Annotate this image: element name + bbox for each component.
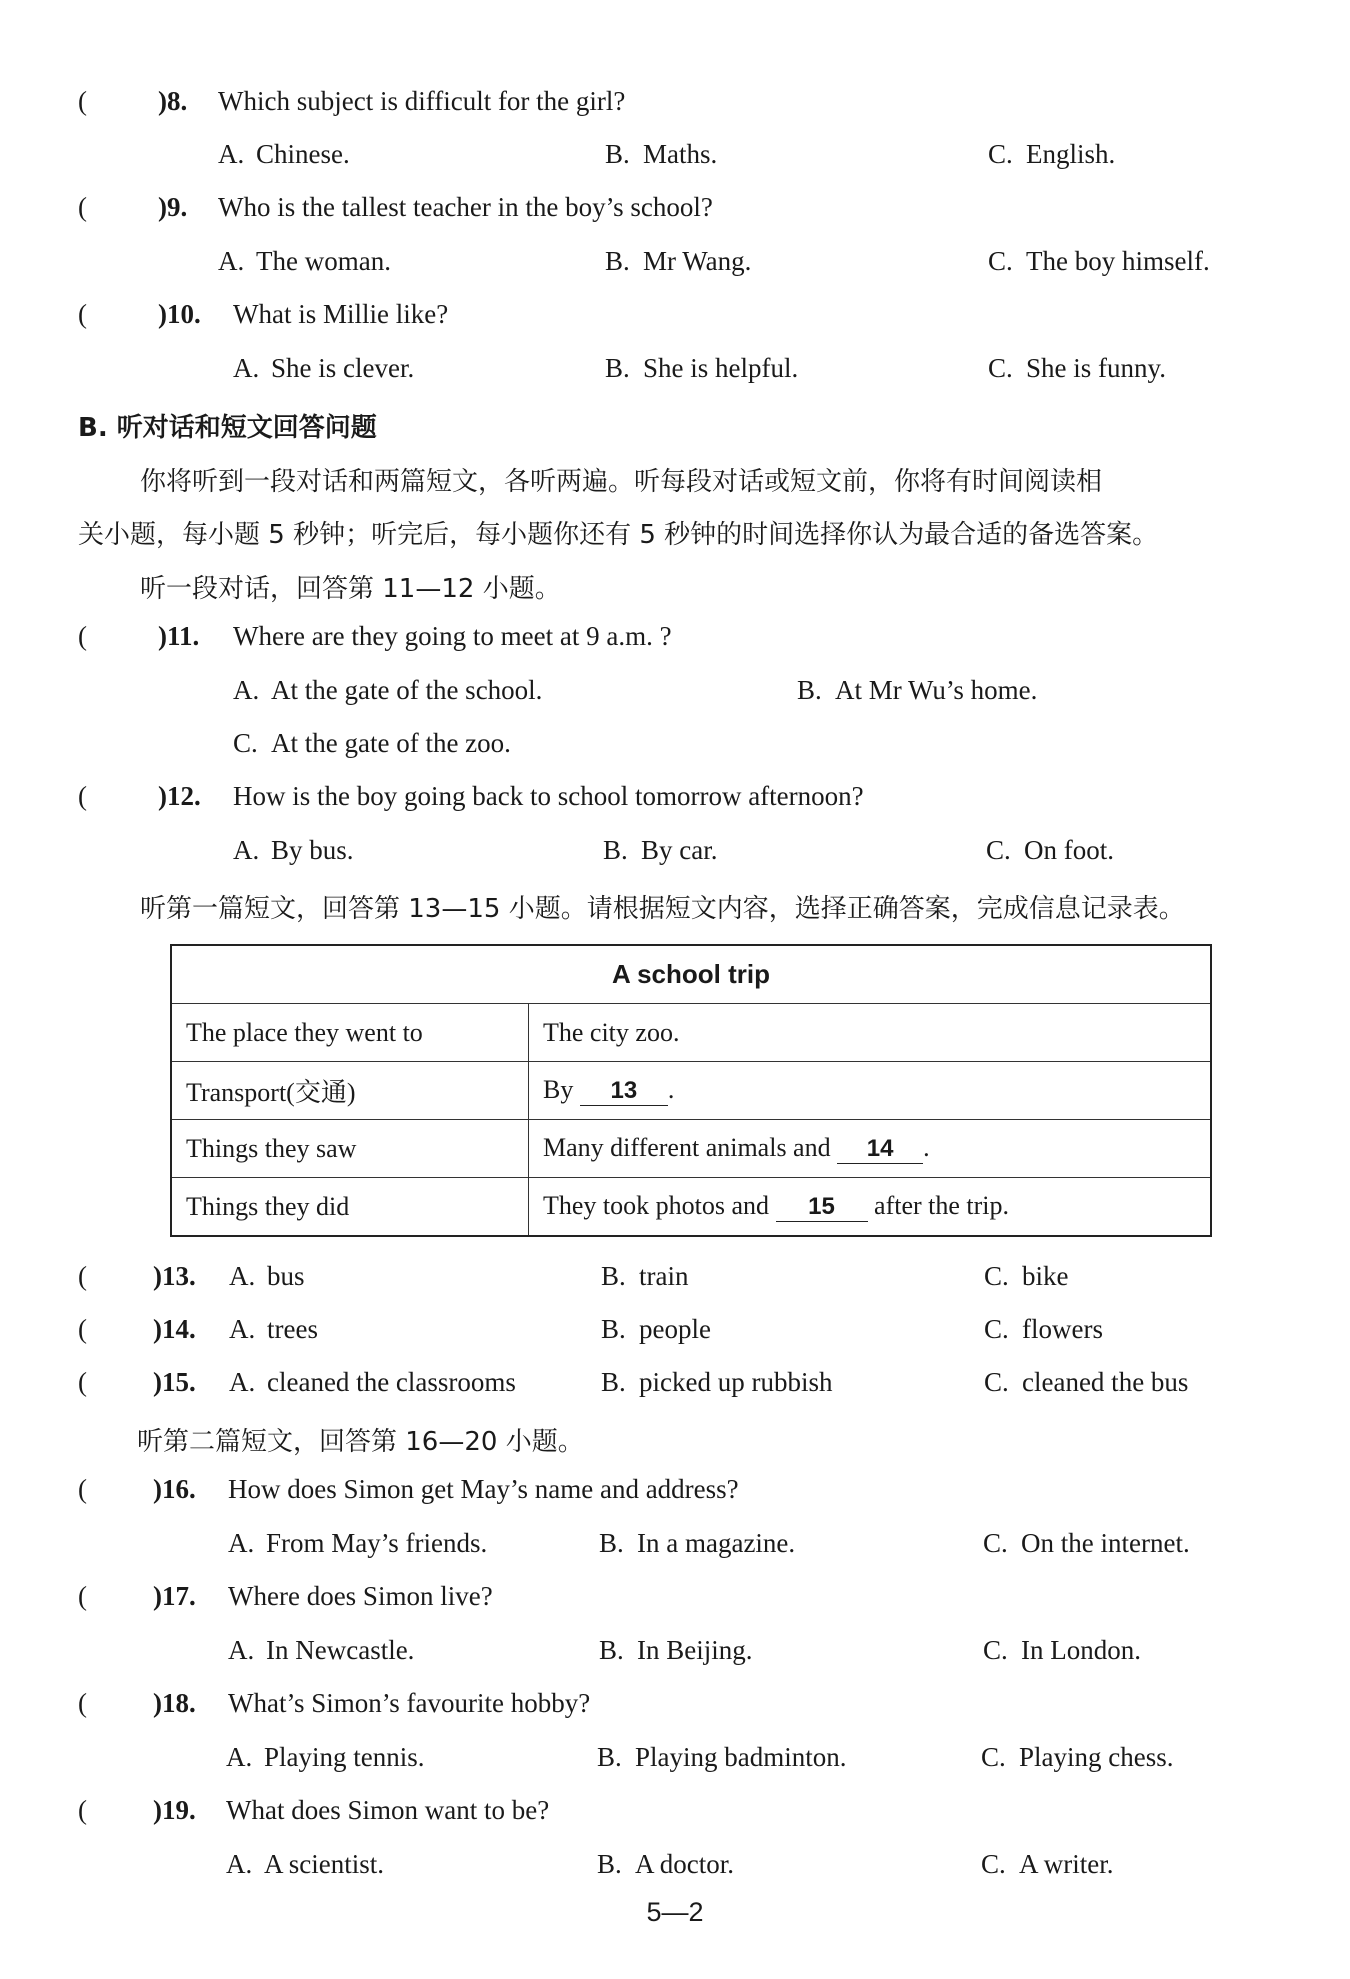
question-number: )16. — [153, 1474, 196, 1504]
table-row — [171, 1120, 1211, 1178]
question-number: )9. — [158, 192, 188, 222]
option-b: B. Playing badminton. — [597, 1742, 847, 1772]
answer-bracket: ( — [78, 1795, 87, 1825]
option-a: A. She is clever. — [233, 353, 415, 383]
answer-bracket: ( — [78, 1581, 87, 1611]
option-b: B. By car. — [603, 835, 718, 865]
row-label: Things they saw — [171, 1120, 529, 1178]
option-a: A. In Newcastle. — [228, 1635, 415, 1665]
answer-bracket: ( — [78, 192, 87, 222]
option-c: C. The boy himself. — [988, 246, 1210, 276]
row-value: They took photos and 15 after the trip. — [529, 1178, 1212, 1237]
option-c: C. A writer. — [981, 1849, 1114, 1879]
option-c: C. On foot. — [986, 835, 1114, 865]
question-number: )18. — [153, 1688, 196, 1718]
option-a: A. From May’s friends. — [228, 1528, 488, 1558]
question-number: )10. — [158, 299, 201, 329]
row-value: By 13 . — [529, 1062, 1212, 1120]
row-label: Transport(交通) — [171, 1062, 529, 1120]
option-b: B. At Mr Wu’s home. — [797, 675, 1038, 705]
question-number: )13. — [153, 1261, 196, 1291]
question-number: )11. — [158, 621, 200, 651]
option-a: A. bus — [229, 1261, 305, 1291]
table-row — [171, 1062, 1211, 1120]
passage2-instruction: 听第二篇短文，回答第 16—20 小题。 — [137, 1427, 584, 1457]
question-number: )14. — [153, 1314, 196, 1344]
question-number: )15. — [153, 1367, 196, 1397]
dialog-instruction: 听一段对话，回答第 11—12 小题。 — [140, 574, 561, 604]
option-b: B. In Beijing. — [599, 1635, 753, 1665]
question-text: What’s Simon’s favourite hobby? — [228, 1688, 591, 1718]
question-text: Who is the tallest teacher in the boy’s school? — [218, 192, 713, 222]
option-a: A. cleaned the classrooms — [229, 1367, 516, 1397]
info-record-table — [170, 944, 1212, 1237]
answer-bracket: ( — [78, 621, 87, 651]
question-text: Where are they going to meet at 9 a.m. ? — [233, 621, 672, 651]
question-number: )17. — [153, 1581, 196, 1611]
question-text: What does Simon want to be? — [226, 1795, 550, 1825]
answer-bracket: ( — [78, 1314, 87, 1344]
option-b: B. train — [601, 1261, 689, 1291]
answer-bracket: ( — [78, 1474, 87, 1504]
option-b: B. picked up rubbish — [601, 1367, 833, 1397]
answer-bracket: ( — [78, 299, 87, 329]
page-number: 5—2 — [646, 1897, 704, 1927]
option-a: A. Playing tennis. — [226, 1742, 425, 1772]
answer-bracket: ( — [78, 1367, 87, 1397]
table-title: A school trip — [171, 945, 1211, 1004]
section-b-intro-line2: 关小题，每小题 5 秒钟；听完后，每小题你还有 5 秒钟的时间选择你认为最合适的备选答案。 — [78, 520, 1159, 550]
option-b: B. Mr Wang. — [605, 246, 752, 276]
option-a: A. Chinese. — [218, 139, 350, 169]
option-c: C. flowers — [984, 1314, 1103, 1344]
option-b: B. She is helpful. — [605, 353, 799, 383]
question-text: How is the boy going back to school tomorrow afternoon? — [233, 781, 864, 811]
section-b-intro-line1: 你将听到一段对话和两篇短文，各听两遍。听每段对话或短文前，你将有时间阅读相 — [140, 467, 1103, 497]
row-value: Many different animals and 14 . — [529, 1120, 1212, 1178]
question-number: )8. — [158, 86, 188, 116]
option-a: A. A scientist. — [226, 1849, 384, 1879]
question-text: What is Millie like? — [233, 299, 449, 329]
answer-bracket: ( — [78, 1261, 87, 1291]
option-b: B. In a magazine. — [599, 1528, 796, 1558]
answer-blank-14[interactable]: 14 — [837, 1135, 923, 1164]
row-value: The city zoo. — [529, 1004, 1212, 1062]
option-a: A. At the gate of the school. — [233, 675, 543, 705]
option-a: A. trees — [229, 1314, 318, 1344]
question-number: )19. — [153, 1795, 196, 1825]
passage1-instruction: 听第一篇短文，回答第 13—15 小题。请根据短文内容，选择正确答案，完成信息记录表。 — [140, 894, 1185, 924]
question-text: Where does Simon live? — [228, 1581, 493, 1611]
option-c: C. bike — [984, 1261, 1069, 1291]
option-c: C. English. — [988, 139, 1116, 169]
option-b: B. Maths. — [605, 139, 718, 169]
answer-bracket: ( — [78, 86, 87, 116]
question-text: How does Simon get May’s name and address? — [228, 1474, 739, 1504]
option-b: B. people — [601, 1314, 711, 1344]
answer-bracket: ( — [78, 781, 87, 811]
section-b-heading: B. 听对话和短文回答问题 — [78, 413, 377, 443]
row-label: The place they went to — [171, 1004, 529, 1062]
question-text: Which subject is difficult for the girl? — [218, 86, 626, 116]
option-c: C. On the internet. — [983, 1528, 1190, 1558]
option-a: A. The woman. — [218, 246, 391, 276]
option-c: C. At the gate of the zoo. — [233, 728, 511, 758]
table-row — [171, 1178, 1211, 1237]
answer-bracket: ( — [78, 1688, 87, 1718]
answer-blank-15[interactable]: 15 — [776, 1193, 868, 1222]
row-label: Things they did — [171, 1178, 529, 1237]
option-c: C. She is funny. — [988, 353, 1166, 383]
option-c: C. cleaned the bus — [984, 1367, 1189, 1397]
option-c: C. Playing chess. — [981, 1742, 1174, 1772]
answer-blank-13[interactable]: 13 — [580, 1077, 668, 1106]
question-number: )12. — [158, 781, 201, 811]
option-c: C. In London. — [983, 1635, 1141, 1665]
option-b: B. A doctor. — [597, 1849, 734, 1879]
table-row — [171, 1004, 1211, 1062]
option-a: A. By bus. — [233, 835, 354, 865]
